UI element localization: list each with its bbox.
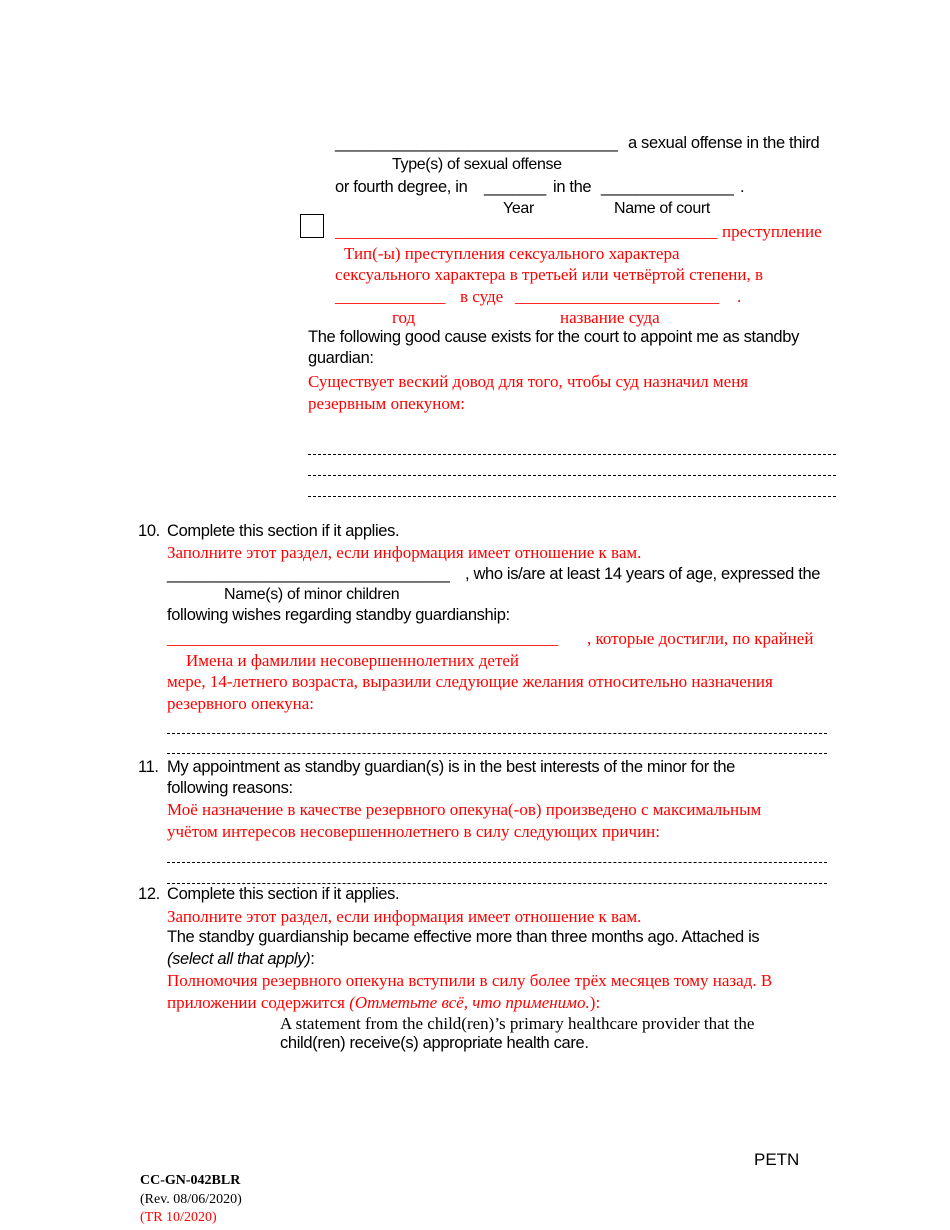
- offense-ru-type-caption: Тип(-ы) преступления сексуального характера: [344, 244, 680, 263]
- item12-ru-line1: Полномочия резервного опекуна вступили в силу более трёх месяцев тому назад. В: [167, 971, 773, 990]
- good-cause-answer-line[interactable]: [308, 475, 836, 476]
- good-cause-answer-line[interactable]: [308, 454, 836, 455]
- item10-number: 10.: [138, 522, 160, 540]
- item10-answer-line[interactable]: [167, 753, 827, 754]
- footer-doc-type: PETN: [754, 1150, 800, 1169]
- item12-select-all-note: (select all that apply): [167, 950, 311, 968]
- offense-type-caption: Type(s) of sexual offense: [392, 156, 562, 173]
- offense-type-blank[interactable]: ________________________________: [335, 134, 618, 152]
- item12-title: Complete this section if it applies.: [167, 885, 400, 903]
- item12-line2-end: :: [310, 950, 315, 968]
- item10-names-caption: Name(s) of minor children: [224, 586, 400, 603]
- offense-ru-year-blank[interactable]: _____________: [335, 287, 446, 306]
- item10-ru-line-tail: , которые достигли, по крайней: [587, 629, 814, 648]
- footer-revision: (Rev. 08/06/2020): [140, 1191, 242, 1207]
- offense-ru-line3-end: .: [737, 287, 742, 306]
- item12-ru-line2-end: ):: [589, 993, 601, 1012]
- good-cause-text-2: guardian:: [308, 349, 374, 367]
- offense-line1-tail: a sexual offense in the third: [628, 134, 820, 152]
- item11-ru-line1: Моё назначение в качестве резервного опекуна(-ов) произведено с максимальным: [167, 800, 762, 819]
- good-cause-ru-text: Существует веский довод для того, чтобы суд назначил меня: [308, 372, 749, 391]
- offense-line2-a: or fourth degree, in: [335, 178, 468, 196]
- sexual-offense-checkbox[interactable]: [300, 214, 324, 238]
- item12-ru-line2: [167, 993, 600, 1013]
- offense-ru-year-caption: год: [392, 308, 416, 327]
- offense-line2-b: in the: [553, 178, 592, 196]
- item10-ru-line3: резервного опекуна:: [167, 694, 314, 713]
- offense-court-caption: Name of court: [614, 200, 710, 217]
- offense-year-caption: Year: [503, 200, 534, 217]
- offense-ru-line1-tail: преступление: [722, 222, 822, 241]
- offense-ru-line3-mid: в суде: [460, 287, 504, 306]
- item10-ru-line2: мере, 14-летнего возраста, выразили следующие желания относительно назначения: [167, 672, 773, 691]
- item11-line2: following reasons:: [167, 779, 293, 797]
- offense-court-blank[interactable]: _______________: [601, 178, 734, 196]
- offense-ru-court-blank[interactable]: ________________________: [515, 287, 719, 306]
- footer-form-code: CC-GN-042BLR: [140, 1173, 241, 1189]
- offense-ru-court-caption: название суда: [560, 308, 660, 327]
- item12-ru-line2-text: приложении содержится: [167, 993, 345, 1012]
- offense-ru-line2: сексуального характера в третьей или четвёртой степени, в: [335, 265, 764, 284]
- footer-form-id: [132, 1153, 242, 1227]
- offense-line2-end: .: [740, 178, 745, 196]
- item10-ru-names-blank[interactable]: ______________________________________________: [167, 629, 558, 648]
- item12-line2: [167, 950, 315, 969]
- item10-ru-names-caption: Имена и фамилии несовершеннолетних детей: [186, 651, 520, 670]
- item10-names-blank[interactable]: ________________________________: [167, 565, 450, 583]
- item11-answer-line[interactable]: [167, 862, 827, 863]
- item10-title: Complete this section if it applies.: [167, 522, 400, 540]
- item10-line2: following wishes regarding standby guardianship:: [167, 606, 510, 624]
- item10-ru-title: Заполните этот раздел, если информация имеет отношение к вам.: [167, 543, 642, 562]
- good-cause-text: The following good cause exists for the court to appoint me as standby: [308, 328, 799, 346]
- offense-ru-blank[interactable]: _____________________________________________: [335, 222, 718, 241]
- item12-ru-select-all-note: (Отметьте всё, что применимо.: [349, 993, 590, 1012]
- good-cause-answer-line[interactable]: [308, 496, 836, 497]
- item11-line1: My appointment as standby guardian(s) is in the best interests of the minor for the: [167, 758, 736, 776]
- item10-line-tail: , who is/are at least 14 years of age, expressed the: [465, 565, 821, 583]
- item12-statement-line2: child(ren) receive(s) appropriate health care.: [280, 1034, 589, 1052]
- offense-year-blank[interactable]: _______: [484, 178, 546, 196]
- item12-statement-line1: A statement from the child(ren)’s primary healthcare provider that the: [280, 1014, 755, 1033]
- item11-answer-line[interactable]: [167, 883, 827, 884]
- item12-ru-title: Заполните этот раздел, если информация имеет отношение к вам.: [167, 907, 642, 926]
- footer-translation: (TR 10/2020): [140, 1210, 217, 1226]
- good-cause-ru-text-2: резервным опекуном:: [308, 394, 465, 413]
- item11-number: 11.: [138, 758, 159, 776]
- item12-line1: The standby guardianship became effective more than three months ago. Attached is: [167, 928, 760, 946]
- item10-answer-line[interactable]: [167, 733, 827, 734]
- item12-number: 12.: [138, 885, 160, 903]
- item11-ru-line2: учётом интересов несовершеннолетнего в силу следующих причин:: [167, 822, 660, 841]
